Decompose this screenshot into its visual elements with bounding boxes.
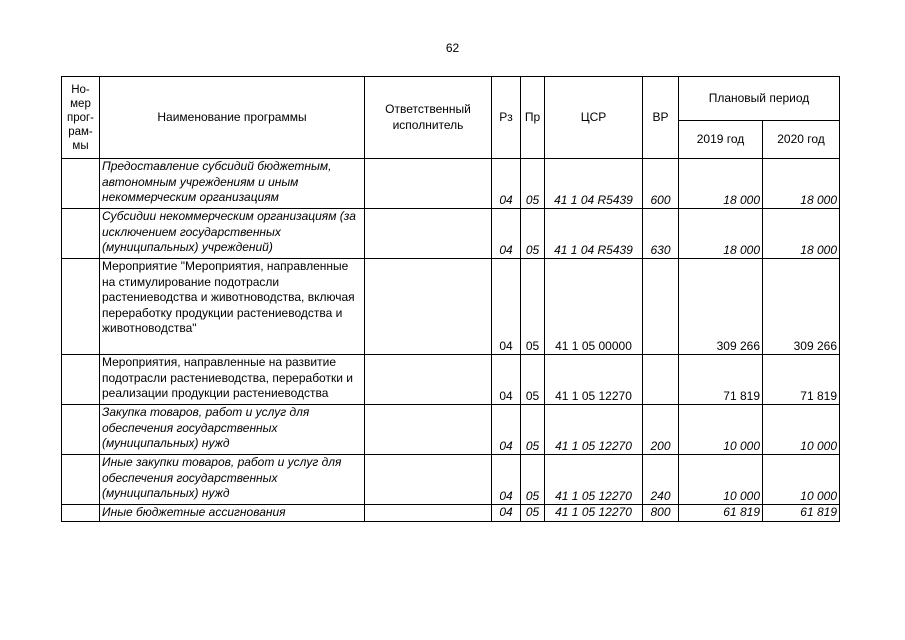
header-name: Наименование программы (100, 77, 365, 159)
cell-number (62, 355, 100, 405)
cell-program-name: Мероприятия, направленные на развитие подотрасли растениеводства, переработки и реализации продукции растениеводства (100, 355, 365, 405)
cell-csr: 41 1 04 R5439 (545, 159, 643, 209)
table-row (62, 259, 840, 355)
header-vr: ВР (643, 77, 679, 159)
table-row (62, 505, 840, 522)
cell-pr: 05 (521, 355, 545, 405)
cell-amount-2019: 18 000 (679, 209, 763, 259)
cell-program-name: Иные закупки товаров, работ и услуг для обеспечения государственных (муниципальных) нужд (100, 455, 365, 505)
cell-executor (365, 405, 492, 455)
cell-vr: 200 (643, 405, 679, 455)
header-executor: Ответственный исполнитель (365, 77, 492, 159)
cell-pr: 05 (521, 455, 545, 505)
table-row (62, 405, 840, 455)
cell-amount-2019: 10 000 (679, 455, 763, 505)
cell-amount-2020: 61 819 (763, 505, 840, 522)
cell-program-name: Субсидии некоммерческим организациям (за исключением государственных (муниципальных) учреждений) (100, 209, 365, 259)
table-row (62, 355, 840, 405)
header-year-2020: 2020 год (763, 121, 840, 159)
cell-executor (365, 505, 492, 522)
cell-rz: 04 (492, 355, 521, 405)
header-year-2019: 2019 год (679, 121, 763, 159)
cell-csr: 41 1 05 12270 (545, 405, 643, 455)
cell-amount-2020: 10 000 (763, 455, 840, 505)
cell-program-name: Мероприятие "Мероприятия, направленные на стимулирование подотрасли растениеводства и животноводства, включая переработку продукции растениеводства и животноводства" (100, 259, 365, 355)
page-number: 62 (445, 41, 460, 55)
cell-csr: 41 1 05 12270 (545, 455, 643, 505)
cell-pr: 05 (521, 405, 545, 455)
cell-amount-2020: 309 266 (763, 259, 840, 355)
cell-amount-2020: 10 000 (763, 405, 840, 455)
cell-vr: 800 (643, 505, 679, 522)
cell-amount-2019: 71 819 (679, 355, 763, 405)
header-number: Но-мер прог-рам-мы (62, 77, 100, 159)
header-planned-period: Плановый период (679, 77, 840, 121)
cell-csr: 41 1 05 00000 (545, 259, 643, 355)
cell-number (62, 455, 100, 505)
cell-amount-2020: 71 819 (763, 355, 840, 405)
cell-rz: 04 (492, 159, 521, 209)
cell-amount-2019: 309 266 (679, 259, 763, 355)
header-pr: Пр (521, 77, 545, 159)
cell-pr: 05 (521, 259, 545, 355)
cell-executor (365, 355, 492, 405)
cell-program-name: Предоставление субсидий бюджетным, автономным учреждениям и иным некоммерческим организациям (100, 159, 365, 209)
cell-vr (643, 259, 679, 355)
table-row (62, 159, 840, 209)
cell-amount-2020: 18 000 (763, 209, 840, 259)
cell-executor (365, 159, 492, 209)
cell-csr: 41 1 05 12270 (545, 355, 643, 405)
cell-number (62, 405, 100, 455)
table-row (62, 455, 840, 505)
cell-executor (365, 259, 492, 355)
cell-number (62, 259, 100, 355)
cell-program-name: Закупка товаров, работ и услуг для обеспечения государственных (муниципальных) нужд (100, 405, 365, 455)
cell-amount-2020: 18 000 (763, 159, 840, 209)
cell-vr: 600 (643, 159, 679, 209)
cell-amount-2019: 61 819 (679, 505, 763, 522)
cell-rz: 04 (492, 455, 521, 505)
cell-rz: 04 (492, 209, 521, 259)
cell-rz: 04 (492, 405, 521, 455)
header-csr: ЦСР (545, 77, 643, 159)
cell-program-name: Иные бюджетные ассигнования (100, 505, 365, 522)
cell-rz: 04 (492, 505, 521, 522)
cell-amount-2019: 18 000 (679, 159, 763, 209)
cell-pr: 05 (521, 505, 545, 522)
cell-vr: 630 (643, 209, 679, 259)
cell-pr: 05 (521, 159, 545, 209)
cell-number (62, 159, 100, 209)
cell-csr: 41 1 04 R5439 (545, 209, 643, 259)
cell-vr: 240 (643, 455, 679, 505)
table-row (62, 209, 840, 259)
cell-executor (365, 209, 492, 259)
cell-csr: 41 1 05 12270 (545, 505, 643, 522)
cell-executor (365, 455, 492, 505)
cell-number (62, 209, 100, 259)
cell-amount-2019: 10 000 (679, 405, 763, 455)
cell-pr: 05 (521, 209, 545, 259)
header-rz: Рз (492, 77, 521, 159)
cell-number (62, 505, 100, 522)
cell-vr (643, 355, 679, 405)
cell-rz: 04 (492, 259, 521, 355)
budget-table (61, 76, 840, 522)
